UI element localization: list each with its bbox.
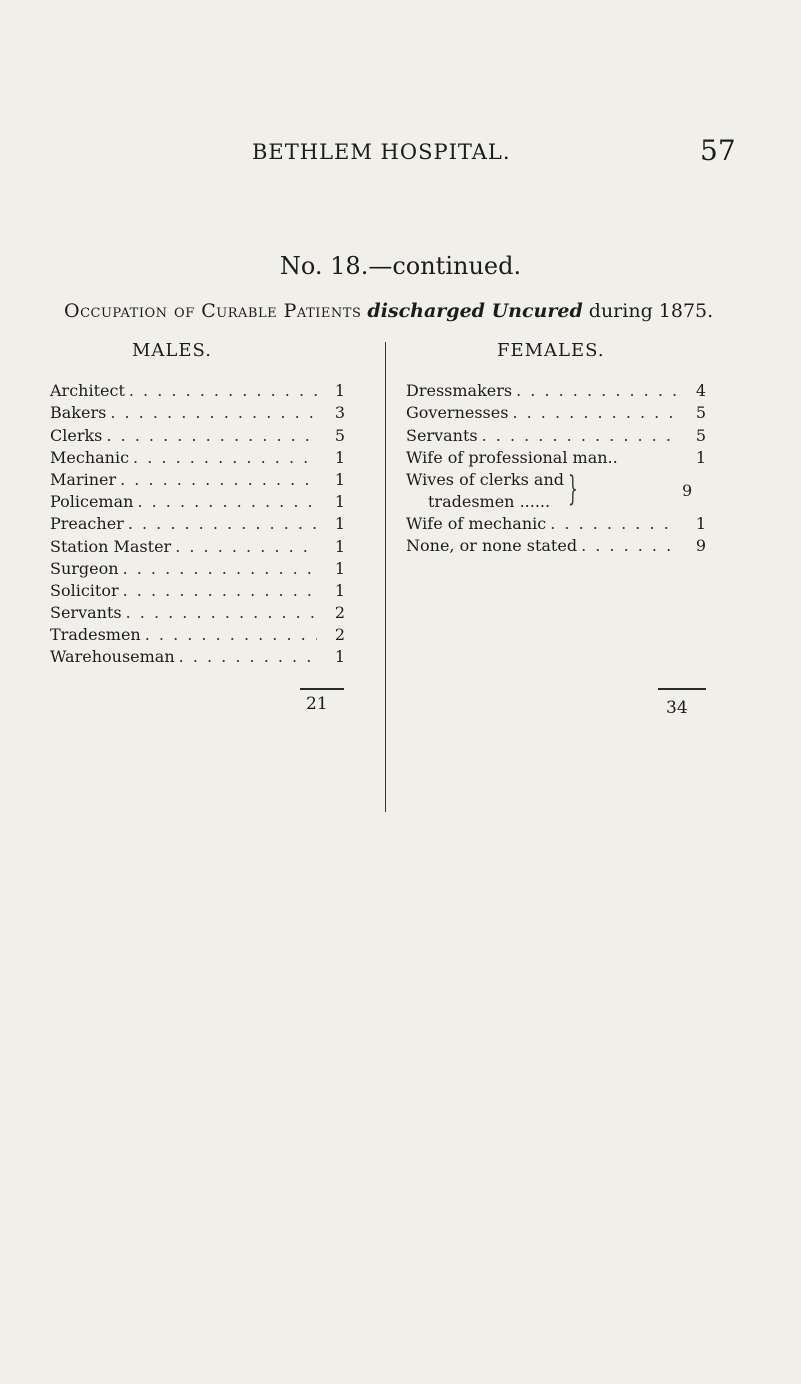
dot-leader: [137, 491, 317, 513]
females-heading: FEMALES.: [497, 340, 605, 361]
wives-label-line-1: Wives of clerks and: [406, 469, 564, 489]
dot-leader: [128, 513, 317, 535]
males-list: [50, 380, 345, 668]
dot-leader: [516, 380, 678, 402]
dot-leader: [581, 535, 678, 557]
males-row: [50, 580, 345, 602]
occupation-label: Wife of professional man..: [406, 447, 618, 467]
patient-count: 1: [334, 492, 345, 512]
patient-count: 4: [695, 381, 706, 401]
patient-count: 1: [334, 558, 345, 578]
females-list: [406, 380, 706, 557]
males-row: [50, 624, 345, 646]
occupation-label: Servants: [406, 425, 478, 445]
brace-icon: }: [568, 468, 578, 509]
spacer: [590, 469, 682, 513]
patient-count: 1: [334, 536, 345, 556]
caption-part-2: discharged Uncured: [367, 300, 583, 322]
dot-leader: [179, 646, 317, 668]
females-row: [406, 513, 706, 535]
occupation-label: Clerks: [50, 425, 103, 445]
wives-label-line-2: tradesmen ......: [428, 491, 551, 511]
occupation-label: Dressmakers: [406, 381, 513, 401]
occupation-label: Surgeon: [50, 558, 119, 578]
patient-count: 1: [334, 647, 345, 667]
patient-count: 9: [695, 536, 706, 556]
males-row: [50, 558, 345, 580]
females-row: [406, 380, 706, 402]
occupation-label: Mariner: [50, 469, 117, 489]
males-row: [50, 535, 345, 557]
patient-count: 5: [334, 425, 345, 445]
males-row: [50, 513, 345, 535]
patient-count: 1: [334, 447, 345, 467]
males-total-rule: [300, 688, 344, 690]
table-caption: [64, 300, 754, 322]
occupation-label: Bakers: [50, 403, 107, 423]
females-total-rule: [658, 688, 706, 690]
females-row-wives: [406, 469, 706, 513]
dot-leader: [512, 402, 678, 424]
dot-leader: [550, 513, 678, 535]
dot-leader: [145, 624, 317, 646]
males-row: [50, 380, 345, 402]
males-heading: MALES.: [132, 340, 212, 361]
table-title: No. 18.—continued.: [279, 252, 522, 280]
occupation-label: Warehouseman: [50, 647, 175, 667]
dot-leader: [482, 425, 678, 447]
patient-count: 1: [695, 447, 706, 467]
occupation-label: Preacher: [50, 514, 124, 534]
dot-leader: [133, 447, 317, 469]
occupation-label: Mechanic: [50, 447, 130, 467]
females-row: [406, 447, 706, 469]
patient-count: 2: [334, 603, 345, 623]
males-row: [50, 469, 345, 491]
males-total: 21: [306, 694, 328, 714]
males-row: [50, 602, 345, 624]
dot-leader: [175, 536, 317, 558]
males-row: [50, 424, 345, 446]
caption-part-3: during 1875.: [588, 300, 714, 322]
patient-count: 3: [334, 403, 345, 423]
occupation-label: Solicitor: [50, 580, 119, 600]
dot-leader: [123, 558, 317, 580]
dot-leader: [126, 602, 317, 624]
running-title: BETHLEM HOSPITAL.: [252, 140, 511, 164]
patient-count: 1: [334, 514, 345, 534]
patient-count: 1: [334, 381, 345, 401]
occupation-label: None, or none stated: [406, 536, 578, 556]
occupation-label: Policeman: [50, 492, 134, 512]
patient-count: 5: [695, 425, 706, 445]
females-row: [406, 402, 706, 424]
dot-leader: [129, 380, 317, 402]
caption-part-1: Occupation of Curable Patients: [64, 300, 362, 322]
females-row: [406, 535, 706, 557]
males-row: [50, 447, 345, 469]
dot-leader: [120, 469, 317, 491]
males-row: [50, 646, 345, 668]
occupation-label: Wife of mechanic: [406, 513, 547, 533]
occupation-label: Servants: [50, 603, 122, 623]
males-row: [50, 491, 345, 513]
females-row: [406, 424, 706, 446]
wives-label-block: [406, 469, 564, 513]
occupation-label: Tradesmen: [50, 625, 141, 645]
males-row: [50, 402, 345, 424]
patient-count: 9: [682, 480, 693, 500]
dot-leader: [110, 402, 317, 424]
dot-leader: [106, 425, 317, 447]
patient-count: 5: [695, 403, 706, 423]
females-total: 34: [666, 698, 688, 718]
patient-count: 1: [695, 513, 706, 533]
occupation-label: Governesses: [406, 403, 509, 423]
occupation-label: Station Master: [50, 536, 172, 556]
patient-count: 1: [334, 469, 345, 489]
dot-leader: [123, 580, 317, 602]
patient-count: 1: [334, 580, 345, 600]
occupation-label: Architect: [50, 381, 125, 401]
patient-count: 2: [334, 625, 345, 645]
page-number: 57: [700, 134, 736, 167]
column-divider: [385, 342, 386, 812]
